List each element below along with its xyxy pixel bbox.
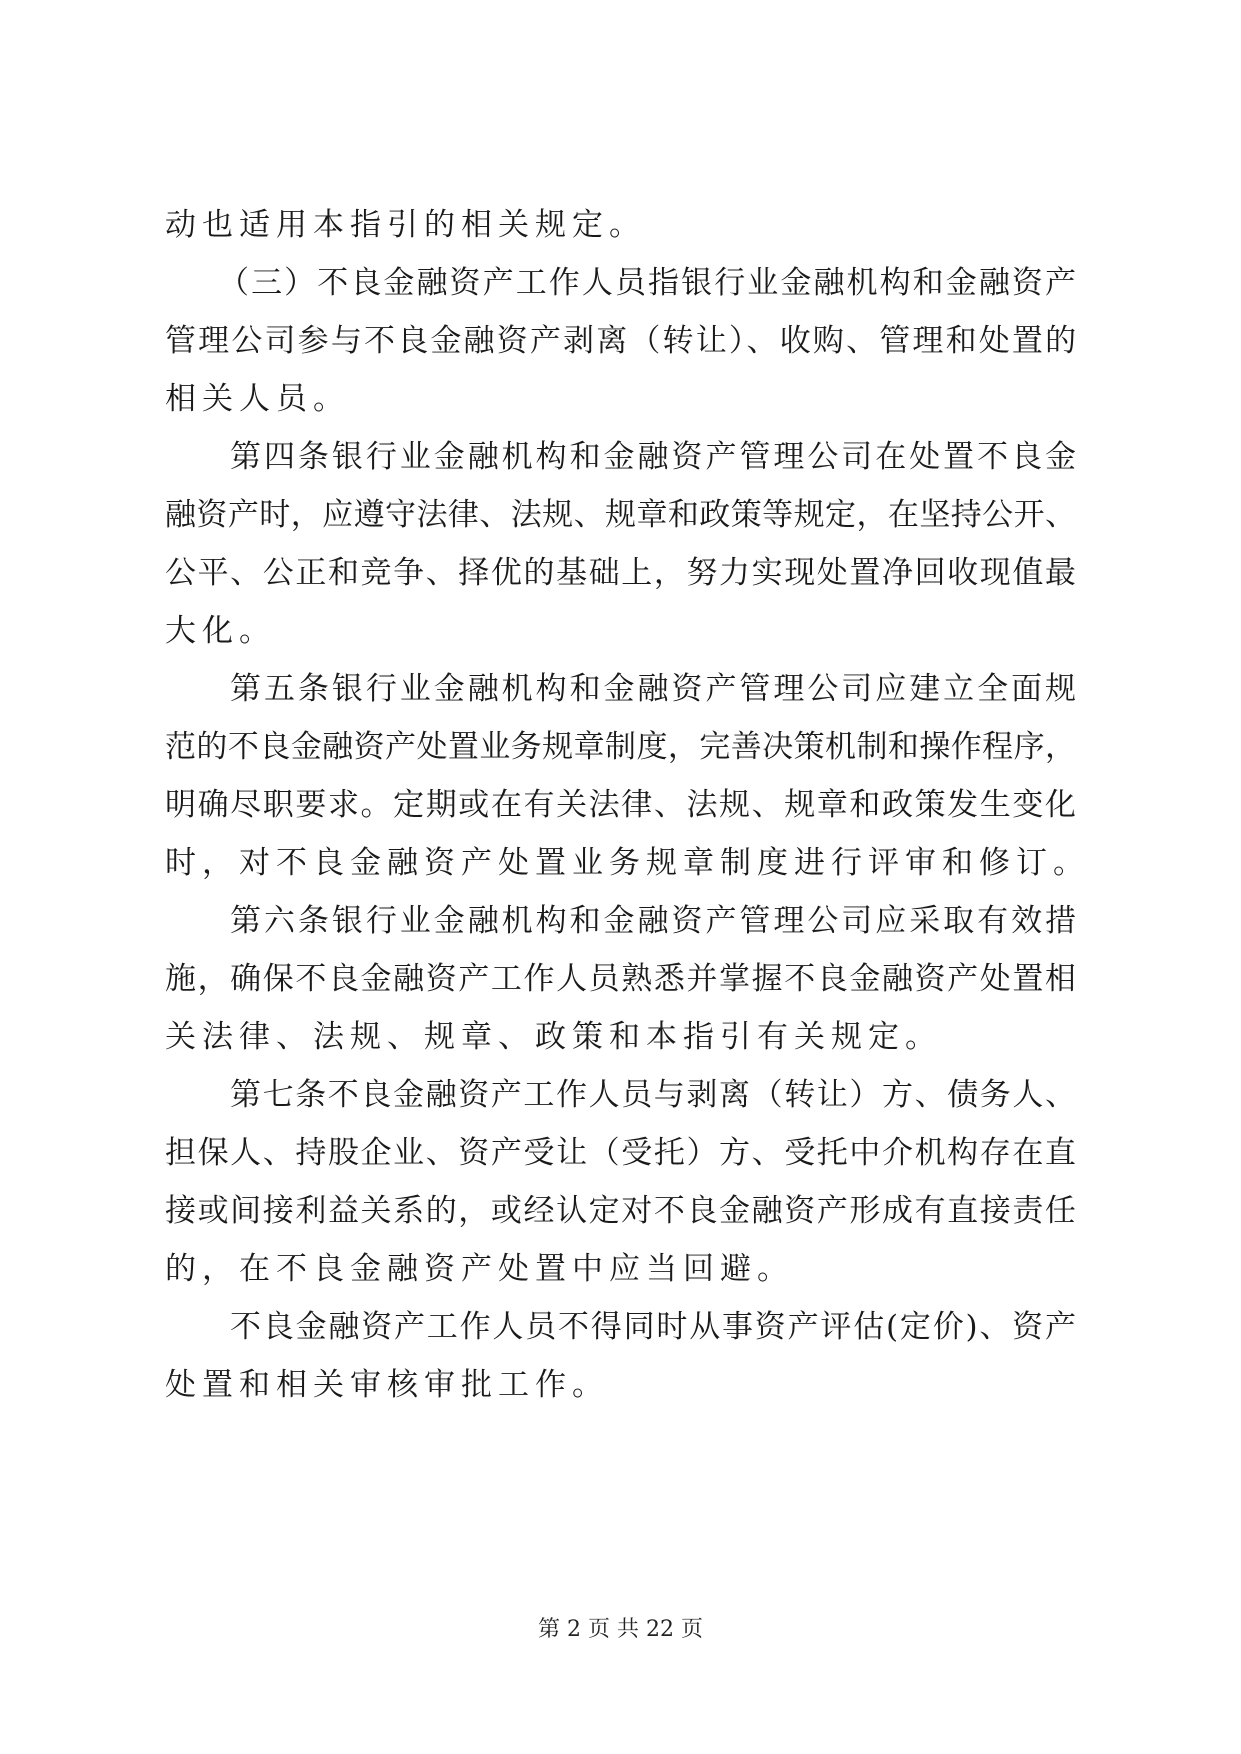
text-line bbox=[0, 192, 1241, 258]
text-line bbox=[0, 1236, 1241, 1302]
line-text: 公平、公正和竞争、择优的基础上，努力实现处置净回收现值最 bbox=[165, 555, 1078, 591]
line-text: 时，对不良金融资产处置业务规章制度进行评审和修订。 bbox=[165, 845, 1090, 881]
line-text: 施，确保不良金融资产工作人员熟悉并掌握不良金融资产处置相 bbox=[165, 961, 1078, 997]
text-line bbox=[0, 1062, 1241, 1128]
text-line bbox=[0, 1352, 1241, 1418]
text-line bbox=[0, 656, 1241, 722]
line-text: 第四条银行业金融机构和金融资产管理公司在处置不良金 bbox=[230, 439, 1079, 475]
line-text: 融资产时，应遵守法律、法规、规章和政策等规定，在坚持公开、 bbox=[165, 497, 1077, 533]
text-line bbox=[0, 946, 1241, 1012]
line-text: 第六条银行业金融机构和金融资产管理公司应采取有效措 bbox=[230, 903, 1079, 939]
line-text: 明确尽职要求。定期或在有关法律、法规、规章和政策发生变化 bbox=[165, 787, 1078, 823]
text-line bbox=[0, 1004, 1241, 1070]
line-text: 范的不良金融资产处置业务规章制度，完善决策机制和操作程序， bbox=[165, 729, 1077, 765]
text-line bbox=[0, 482, 1241, 548]
text-line bbox=[0, 424, 1241, 490]
line-text: 关法律、法规、规章、政策和本指引有关规定。 bbox=[165, 1019, 942, 1055]
line-text: 第七条不良金融资产工作人员与剥离（转让）方、债务人、 bbox=[230, 1077, 1078, 1113]
line-text: 第五条银行业金融机构和金融资产管理公司应建立全面规 bbox=[230, 671, 1079, 707]
text-line bbox=[0, 1120, 1241, 1186]
text-line bbox=[0, 772, 1241, 838]
line-text: 处置和相关审核审批工作。 bbox=[165, 1367, 609, 1403]
line-text: 相关人员。 bbox=[165, 381, 350, 417]
line-text: 接或间接利益关系的，或经认定对不良金融资产形成有直接责任 bbox=[165, 1193, 1078, 1229]
line-text: （三）不良金融资产工作人员指银行业金融机构和金融资产 bbox=[218, 265, 1079, 301]
line-text: 不良金融资产工作人员不得同时从事资产评估(定价)、资产 bbox=[230, 1309, 1078, 1345]
line-text: 大化。 bbox=[165, 613, 276, 649]
text-line bbox=[0, 830, 1241, 896]
text-line bbox=[0, 714, 1241, 780]
line-text: 担保人、持股企业、资产受让（受托）方、受托中介机构存在直 bbox=[165, 1135, 1078, 1171]
text-line bbox=[0, 1294, 1241, 1360]
text-line bbox=[0, 308, 1241, 374]
text-line bbox=[0, 598, 1241, 664]
text-line bbox=[0, 540, 1241, 606]
text-line bbox=[0, 888, 1241, 954]
text-line bbox=[0, 366, 1241, 432]
text-line bbox=[0, 1178, 1241, 1244]
page-footer bbox=[0, 1610, 1241, 1650]
line-text: 的，在不良金融资产处置中应当回避。 bbox=[165, 1251, 794, 1287]
page-number-label: 第 2 页 共 22 页 bbox=[538, 1617, 703, 1642]
line-text: 动也适用本指引的相关规定。 bbox=[165, 207, 646, 243]
line-text: 管理公司参与不良金融资产剥离（转让）、收购、管理和处置的 bbox=[165, 323, 1079, 359]
text-line bbox=[0, 250, 1241, 316]
